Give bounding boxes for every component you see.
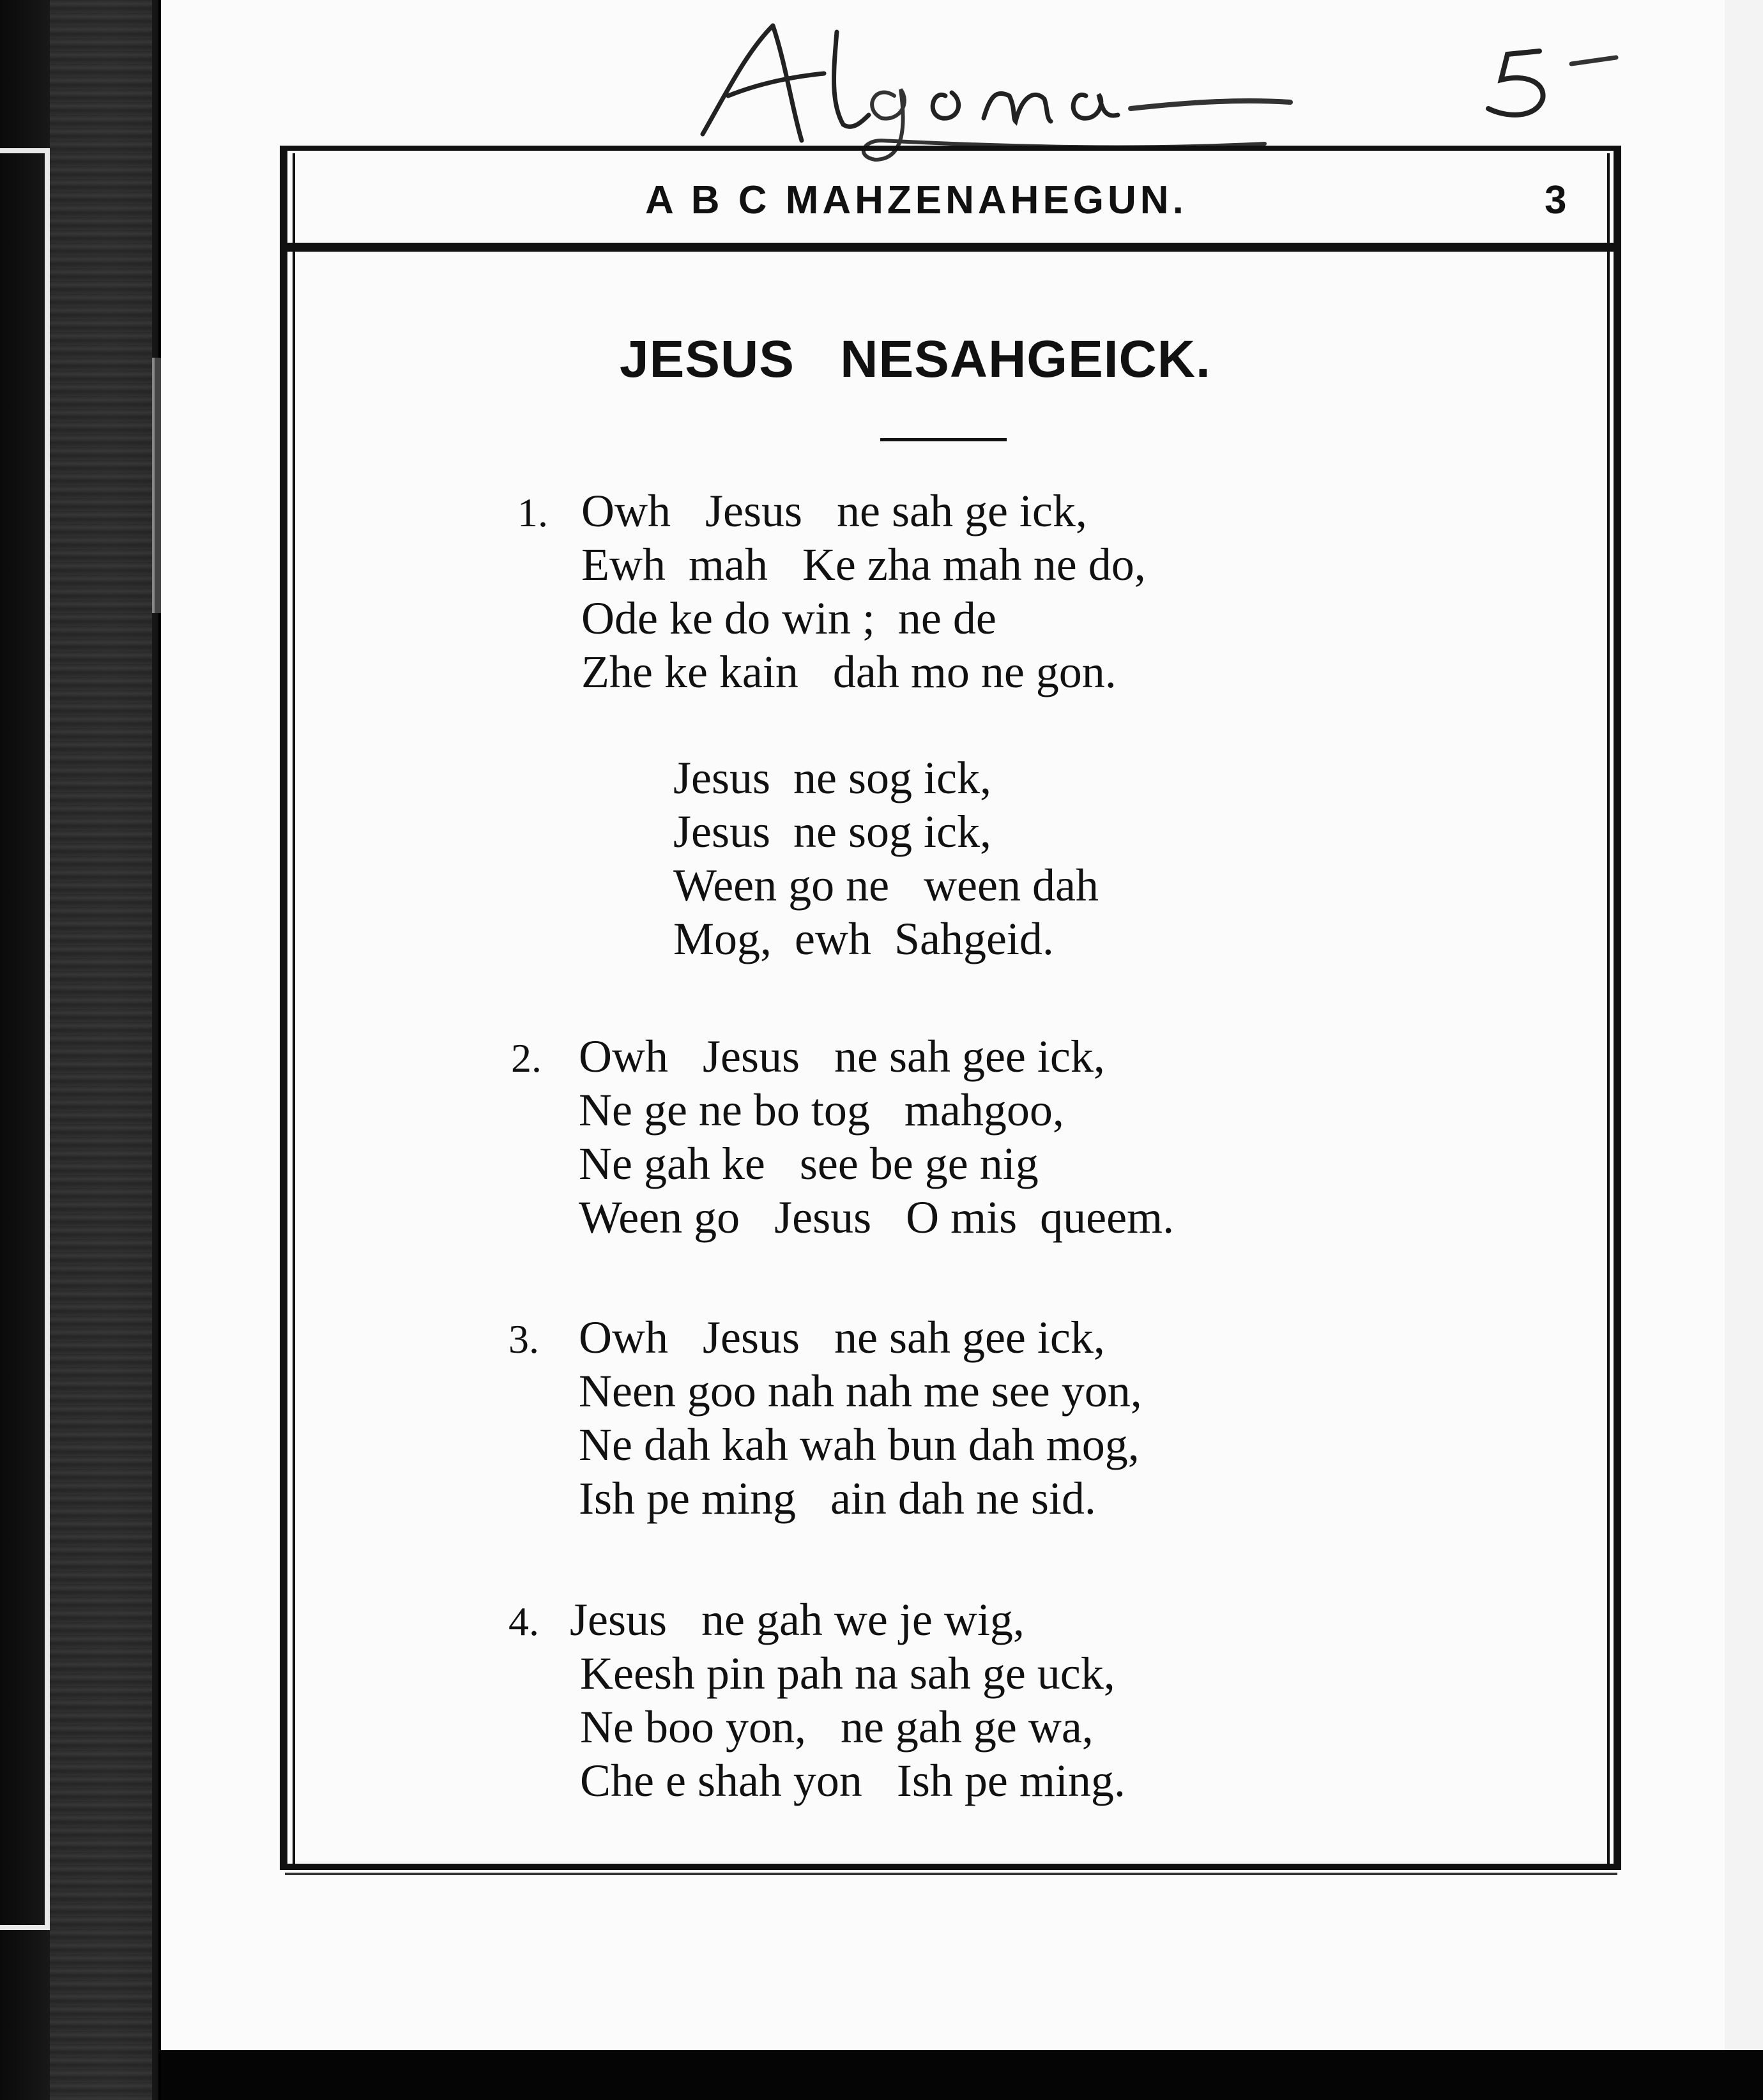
verse-2	[579, 1030, 1174, 1244]
verse-line: Ween go Jesus O mis queem.	[579, 1192, 1175, 1243]
page-number: 3	[1545, 178, 1567, 222]
verse-1	[581, 484, 1146, 699]
verse-number: 3.	[508, 1316, 539, 1362]
bottom-edge	[161, 2050, 1763, 2100]
right-margin	[1725, 0, 1763, 2050]
verse-line: Jesus ne gah we je wig,	[570, 1594, 1025, 1645]
adjacent-page-frame	[0, 148, 50, 1930]
verse-line: Ne gah ke see be ge nig	[579, 1138, 1039, 1189]
binding-spine-texture	[50, 0, 152, 2100]
verse-line: Ode ke do win ; ne de	[581, 593, 996, 644]
chorus-line: Jesus ne sog ick,	[673, 806, 991, 857]
header-rule	[285, 243, 1617, 252]
verse-line: Ish pe ming ain dah ne sid.	[579, 1473, 1096, 1524]
verse-line: Che e shah yon Ish pe ming.	[580, 1755, 1126, 1806]
verse-line: Ne dah kah wah bun dah mog,	[579, 1419, 1140, 1470]
chorus-line: Jesus ne sog ick,	[673, 752, 991, 803]
handwritten-note-image	[690, 13, 1393, 166]
chorus-line: Ween go ne ween dah	[673, 860, 1099, 911]
running-head: A B C MAHZENAHEGUN.	[645, 178, 1187, 222]
verse-line: Owh Jesus ne sah gee ick,	[579, 1031, 1105, 1082]
chorus-line: Mog, ewh Sahgeid.	[673, 913, 1054, 964]
verse-line: Ne boo yon, ne gah ge wa,	[580, 1701, 1094, 1753]
verse-3	[579, 1311, 1142, 1525]
verse-line: Keesh pin pah na sah ge uck,	[580, 1648, 1115, 1699]
verse-line: Owh Jesus ne sah gee ick,	[579, 1312, 1105, 1363]
hymn-title: JESUS NESAHGEICK.	[620, 330, 1211, 388]
border-inner-rule-left	[293, 153, 295, 1865]
verse-number: 2.	[511, 1035, 542, 1081]
handwritten-number-image	[1463, 38, 1629, 121]
verse-line: Ewh mah Ke zha mah ne do,	[581, 539, 1146, 590]
verse-number: 4.	[508, 1599, 539, 1644]
footer-rule	[285, 1873, 1617, 1875]
verse-line: Neen goo nah nah me see yon,	[579, 1366, 1142, 1417]
title-rule	[880, 438, 1007, 441]
verse-line: Owh Jesus ne sah ge ick,	[581, 485, 1087, 536]
verse-line: Ne ge ne bo tog mahgoo,	[579, 1084, 1064, 1136]
border-inner-rule-right	[1607, 153, 1610, 1865]
verse-line: Zhe ke kain dah mo ne gon.	[581, 646, 1117, 697]
verse-number: 1.	[517, 490, 548, 535]
chorus	[673, 751, 1099, 966]
verse-4	[570, 1593, 1126, 1807]
